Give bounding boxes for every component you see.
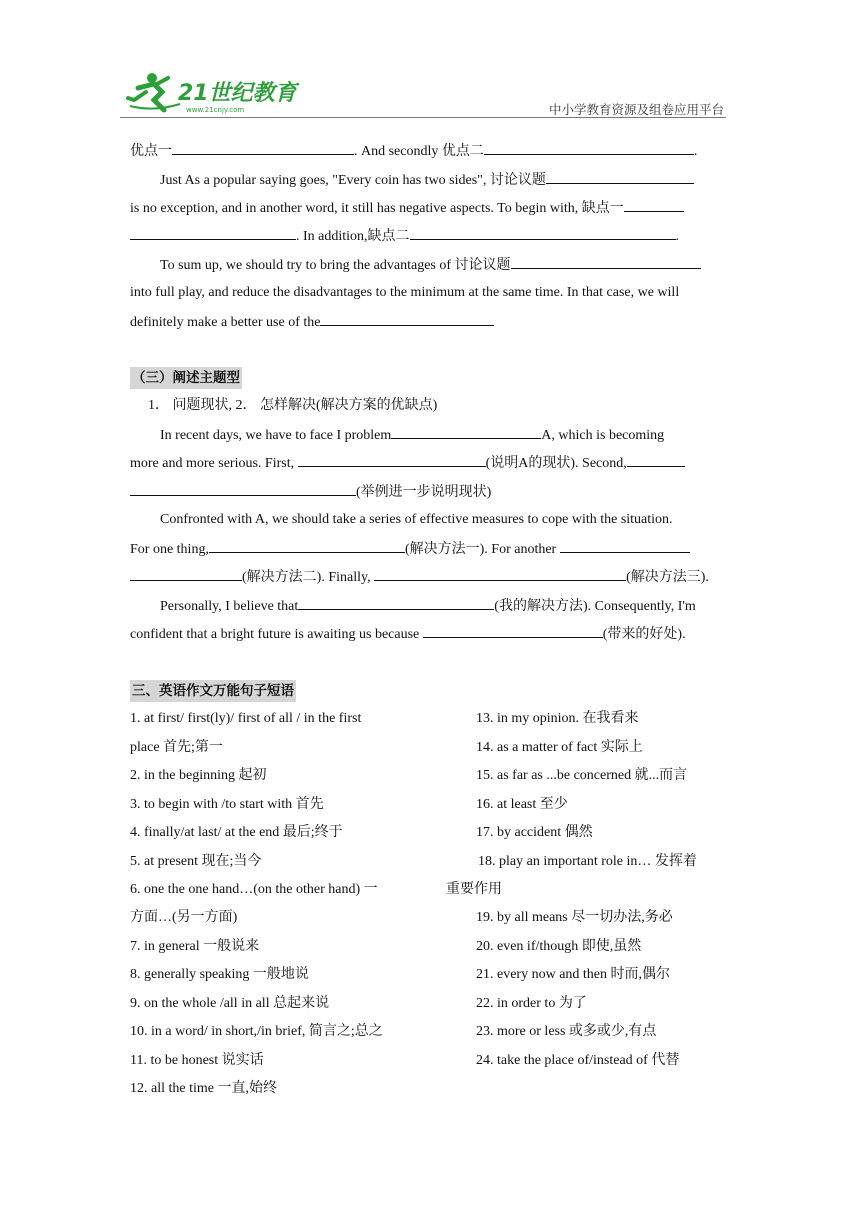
section-heading: （三）阐述主题型 bbox=[130, 367, 242, 389]
phrase-item: 2. in the beginning 起初 bbox=[130, 768, 267, 783]
phrase-item: 20. even if/though 即使,虽然 bbox=[476, 939, 642, 954]
line-personally bbox=[160, 596, 696, 617]
line-example bbox=[130, 482, 491, 503]
line-full-play: into full play, and reduce the disadvantages to the minimum at the same time. In that case, we will bbox=[130, 285, 680, 300]
text: (带来的好处). bbox=[602, 627, 686, 642]
blank bbox=[298, 453, 486, 467]
text: To sum up, we should try to bring the advantages of 讨论议题 bbox=[160, 258, 511, 273]
text: Personally, I believe that bbox=[160, 599, 299, 614]
text: . bbox=[675, 229, 680, 244]
phrase-item: 4. finally/at last/ at the end 最后;终于 bbox=[130, 825, 343, 840]
blank bbox=[391, 425, 541, 439]
text: . In addition,缺点二 bbox=[296, 229, 410, 244]
text: (解决方法二). Finally, bbox=[242, 570, 375, 585]
blank bbox=[172, 141, 354, 155]
blank bbox=[130, 226, 296, 240]
line-finally bbox=[130, 567, 709, 588]
phrase-item: 14. as a matter of fact 实际上 bbox=[476, 740, 643, 755]
blank bbox=[130, 567, 242, 581]
phrase-item: 15. as far as ...be concerned 就...而言 bbox=[476, 768, 688, 783]
blank bbox=[410, 226, 676, 240]
phrase-item: 6. one the one hand…(on the other hand) 一 bbox=[130, 882, 378, 897]
phrase-item: 19. by all means 尽一切办法,务必 bbox=[476, 910, 673, 925]
line-sum-up bbox=[160, 255, 701, 276]
text: (举例进一步说明现状) bbox=[356, 485, 492, 500]
phrase-item: 重要作用 bbox=[446, 882, 502, 897]
text: 优点一 bbox=[130, 144, 172, 159]
blank bbox=[511, 255, 701, 269]
phrase-item: 16. at least 至少 bbox=[476, 797, 568, 812]
blank bbox=[627, 453, 685, 467]
phrase-item: 11. to be honest 说实话 bbox=[130, 1053, 264, 1068]
text: . And secondly 优点二 bbox=[354, 144, 484, 159]
phrase-item: 10. in a word/ in short,/in brief, 简言之;总之 bbox=[130, 1024, 383, 1039]
text: For one thing, bbox=[130, 542, 209, 557]
phrase-item: 24. take the place of/instead of 代替 bbox=[476, 1053, 680, 1068]
phrase-item: 7. in general 一般说来 bbox=[130, 939, 260, 954]
line-problem bbox=[160, 425, 664, 446]
text: (解决方法三). bbox=[626, 570, 709, 585]
line-one-thing bbox=[130, 539, 690, 560]
blank bbox=[423, 624, 603, 638]
phrase-item: 22. in order to 为了 bbox=[476, 996, 587, 1011]
phrase-item: 1. at first/ first(ly)/ first of all / in the first bbox=[130, 711, 362, 726]
phrase-item: 18. play an important role in… 发挥着 bbox=[478, 854, 697, 869]
platform-name: 中小学教育资源及组卷应用平台 bbox=[548, 102, 724, 117]
phrase-item: 23. more or less 或多或少,有点 bbox=[476, 1024, 657, 1039]
blank bbox=[320, 312, 494, 326]
blank bbox=[624, 198, 684, 212]
phrase-item: 方面…(另一方面) bbox=[130, 910, 238, 925]
outline-line: 1． 问题现状, 2． 怎样解决(解决方案的优缺点) bbox=[148, 398, 438, 413]
phrase-item: 3. to begin with /to start with 首先 bbox=[130, 797, 324, 812]
page-header bbox=[120, 68, 726, 118]
text: is no exception, and in another word, it still has negative aspects. To begin with, 缺点一 bbox=[130, 201, 624, 216]
text: Just As a popular saying goes, "Every coin has two sides", 讨论议题 bbox=[160, 173, 546, 188]
text: (解决方法一). For another bbox=[404, 542, 560, 557]
site-logo bbox=[124, 70, 299, 116]
blank bbox=[209, 539, 405, 553]
phrases-heading: 三、英语作文万能句子短语 bbox=[130, 680, 296, 702]
blank bbox=[484, 141, 694, 155]
line-saying bbox=[160, 170, 694, 191]
phrase-item: 5. at present 现在;当今 bbox=[130, 854, 262, 869]
phrase-item: 8. generally speaking 一般地说 bbox=[130, 967, 309, 982]
phrase-item: 9. on the whole /all in all 总起来说 bbox=[130, 996, 330, 1011]
text: A, which is becoming bbox=[541, 428, 665, 443]
text: more and more serious. First, bbox=[130, 456, 298, 471]
phrase-item: 17. by accident 偶然 bbox=[476, 825, 593, 840]
line-first bbox=[130, 453, 685, 474]
line-confronted: Confronted with A, we should take a series of effective measures to cope with the situation. bbox=[160, 512, 673, 527]
text: definitely make a better use of the bbox=[130, 315, 321, 330]
text: (说明A的现状). Second, bbox=[485, 456, 627, 471]
svg-text:21世纪教育: 21世纪教育 bbox=[178, 81, 297, 106]
blank bbox=[560, 539, 690, 553]
text: (我的解决方法). Consequently, I'm bbox=[494, 599, 696, 614]
header-divider bbox=[120, 117, 726, 118]
line-better-use bbox=[130, 312, 494, 333]
text: In recent days, we have to face I problem bbox=[160, 428, 392, 443]
line-advantages bbox=[130, 141, 697, 162]
svg-text:www.21cnjy.com: www.21cnjy.com bbox=[186, 106, 245, 114]
text: confident that a bright future is awaiting us because bbox=[130, 627, 423, 642]
blank bbox=[374, 567, 626, 581]
phrase-item: place 首先;第一 bbox=[130, 740, 223, 755]
blank bbox=[130, 482, 356, 496]
line-addition bbox=[130, 226, 679, 247]
phrase-item: 13. in my opinion. 在我看来 bbox=[476, 711, 639, 726]
line-confident bbox=[130, 624, 686, 645]
line-negative bbox=[130, 198, 684, 219]
text: . bbox=[693, 144, 698, 159]
blank bbox=[546, 170, 694, 184]
phrase-item: 12. all the time 一直,始终 bbox=[130, 1081, 277, 1096]
phrase-item: 21. every now and then 时而,偶尔 bbox=[476, 967, 671, 982]
blank bbox=[298, 596, 494, 610]
